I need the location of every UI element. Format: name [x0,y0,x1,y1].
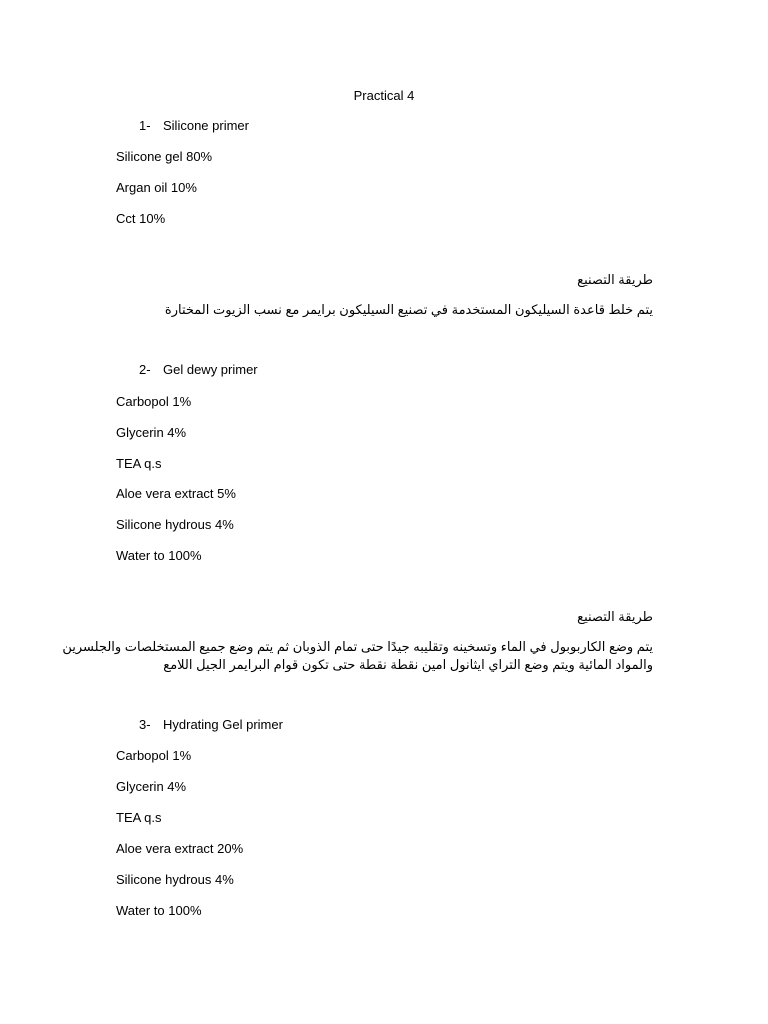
section-heading [139,118,249,134]
ingredient-line: TEA q.s [116,456,162,471]
ingredient-line: TEA q.s [116,810,162,825]
ingredient-line: Silicone hydrous 4% [116,517,234,532]
ingredient-line: Glycerin 4% [116,425,187,440]
section-number: 1- [139,118,151,133]
ingredient-line: Aloe vera extract 5% [116,486,236,501]
ingredient-line: Silicone hydrous 4% [116,872,234,887]
section-number: 2- [139,362,151,377]
ingredient-line: Carbopol 1% [116,394,192,409]
ingredient-line: Silicone gel 80% [116,149,213,164]
section-title: Gel dewy primer [163,362,258,377]
method-text: يتم وضع الكاربوبول في الماء وتسخينه وتقليبه جيدًا حتى تمام الذوبان ثم يتم وضع جميع المستخلصات والجلسرين [62,639,653,654]
section-number: 3- [139,717,151,732]
section-heading [139,717,283,733]
method-label: طريقة التصنيع [577,609,653,624]
ingredient-line: Glycerin 4% [116,779,187,794]
method-label: طريقة التصنيع [577,272,653,287]
method-text: يتم خلط قاعدة السيليكون المستخدمة في تصنيع السيليكون برايمر مع نسب الزيوت المختارة [164,302,653,317]
section-title: Hydrating Gel primer [163,717,283,732]
page-title: Practical 4 [353,88,415,103]
ingredient-line: Water to 100% [116,548,202,563]
ingredient-line: Aloe vera extract 20% [116,841,244,856]
ingredient-line: Water to 100% [116,903,202,918]
section-title: Silicone primer [163,118,249,133]
ingredient-line: Cct 10% [116,211,166,226]
section-heading [139,362,258,378]
ingredient-line: Carbopol 1% [116,748,192,763]
method-text: والمواد المائية ويتم وضع التراي ايثانول امين نقطة نقطة حتى تكون قوام البرايمر الجيل اللامع [163,657,653,672]
ingredient-line: Argan oil 10% [116,180,197,195]
